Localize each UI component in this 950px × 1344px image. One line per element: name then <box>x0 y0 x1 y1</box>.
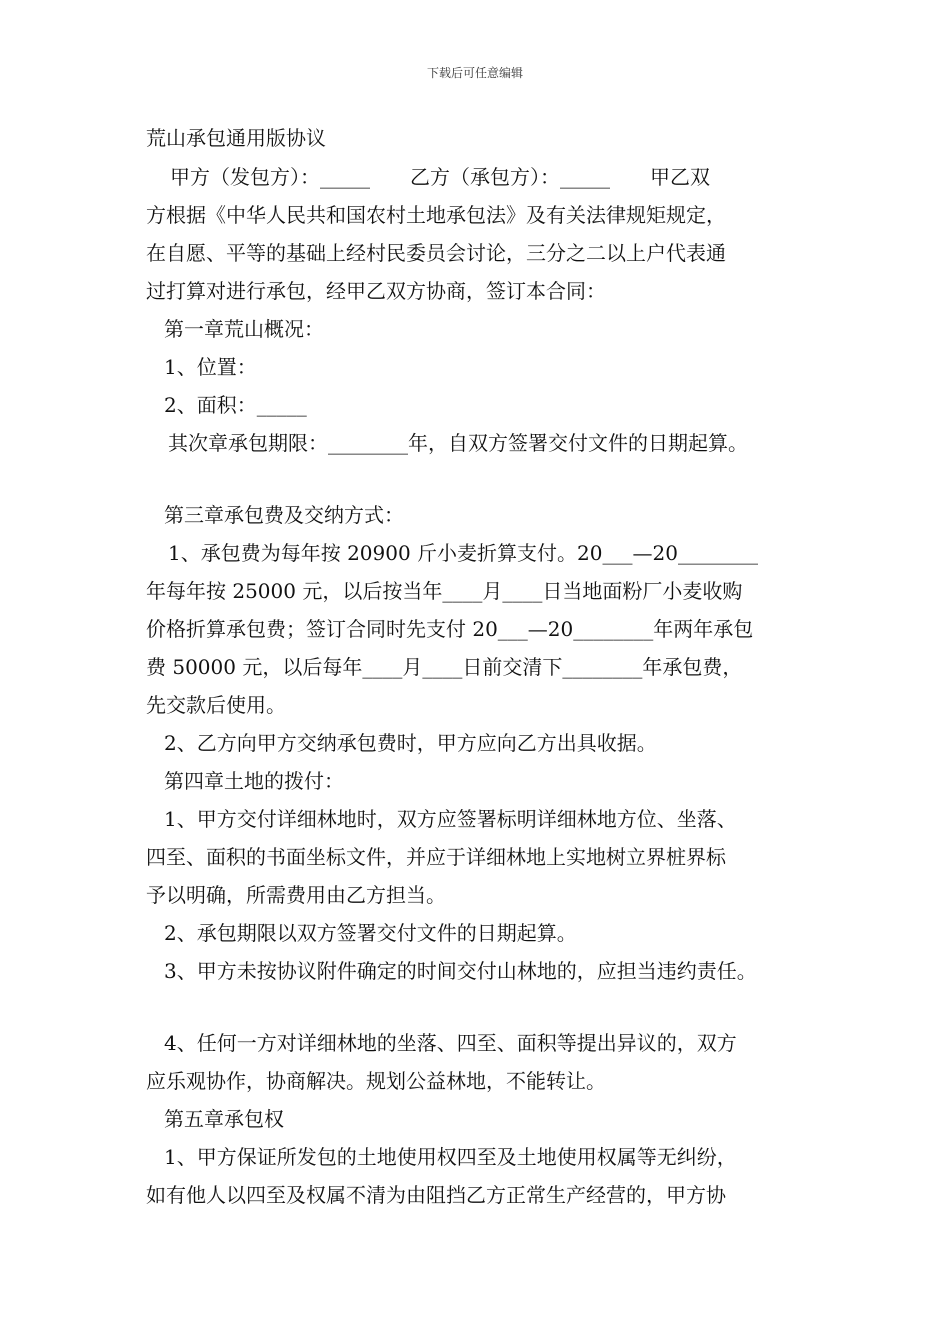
paragraph-line: 方根据《中华人民共和国农村土地承包法》及有关法律规矩规定， <box>146 203 726 227</box>
blank-line <box>146 462 826 496</box>
chapter-heading: 第五章承包权 <box>164 1107 284 1131</box>
chapter-heading: 第一章荒山概况： <box>164 317 324 341</box>
paragraph-line: 价格折算承包费；签订合同时先支付 20___—20________年两年承包 <box>146 617 754 641</box>
chapter-heading: 第四章土地的拨付： <box>164 769 344 793</box>
clause-line: 1、甲方保证所发包的土地使用权四至及土地使用权属等无纠纷， <box>164 1145 737 1169</box>
paragraph-line: 予以明确，所需费用由乙方担当。 <box>146 883 446 907</box>
page-header-note: 下载后可任意编辑 <box>426 66 523 80</box>
paragraph-line: 过打算对进行承包，经甲乙双方协商，签订本合同： <box>146 279 606 303</box>
party-line: 甲方（发包方）：_____ 乙方（承包方）：_____ 甲乙双 <box>150 165 710 189</box>
clause-line: 1、位置： <box>164 355 257 379</box>
paragraph-line: 四至、面积的书面坐标文件，并应于详细林地上实地树立界桩界标 <box>146 845 726 869</box>
clause-line: 2、承包期限以双方签署交付文件的日期起算。 <box>164 921 577 945</box>
clause-line: 2、面积：_____ <box>164 393 307 417</box>
paragraph-line: 先交款后使用。 <box>146 693 286 717</box>
paragraph-line: 费 50000 元，以后每年____月____日前交清下________年承包费， <box>146 655 743 679</box>
paragraph-line: 如有他人以四至及权属不清为由阻挡乙方正常生产经营的，甲方协 <box>146 1183 726 1207</box>
blank-line <box>146 990 826 1024</box>
chapter-heading: 其次章承包期限：________年，自双方签署交付文件的日期起算。 <box>168 431 748 455</box>
paragraph-line: 年每年按 25000 元，以后按当年____月____日当地面粉厂小麦收购 <box>146 579 743 603</box>
document-title: 荒山承包通用版协议 <box>146 126 326 150</box>
clause-line: 3、甲方未按协议附件确定的时间交付山林地的，应担当违约责任。 <box>164 959 757 983</box>
chapter-heading: 第三章承包费及交纳方式： <box>164 503 404 527</box>
paragraph-line: 应乐观协作，协商解决。规划公益林地，不能转让。 <box>146 1069 606 1093</box>
document-body <box>146 118 826 1214</box>
clause-line: 1、甲方交付详细林地时，双方应签署标明详细林地方位、坐落、 <box>164 807 737 831</box>
paragraph-line: 在自愿、平等的基础上经村民委员会讨论，三分之二以上户代表通 <box>146 241 726 265</box>
clause-line: 1、承包费为每年按 20900 斤小麦折算支付。20___—20________ <box>168 541 758 565</box>
clause-line: 2、乙方向甲方交纳承包费时，甲方应向乙方出具收据。 <box>164 731 657 755</box>
clause-line: 4、任何一方对详细林地的坐落、四至、面积等提出异议的，双方 <box>164 1031 737 1055</box>
